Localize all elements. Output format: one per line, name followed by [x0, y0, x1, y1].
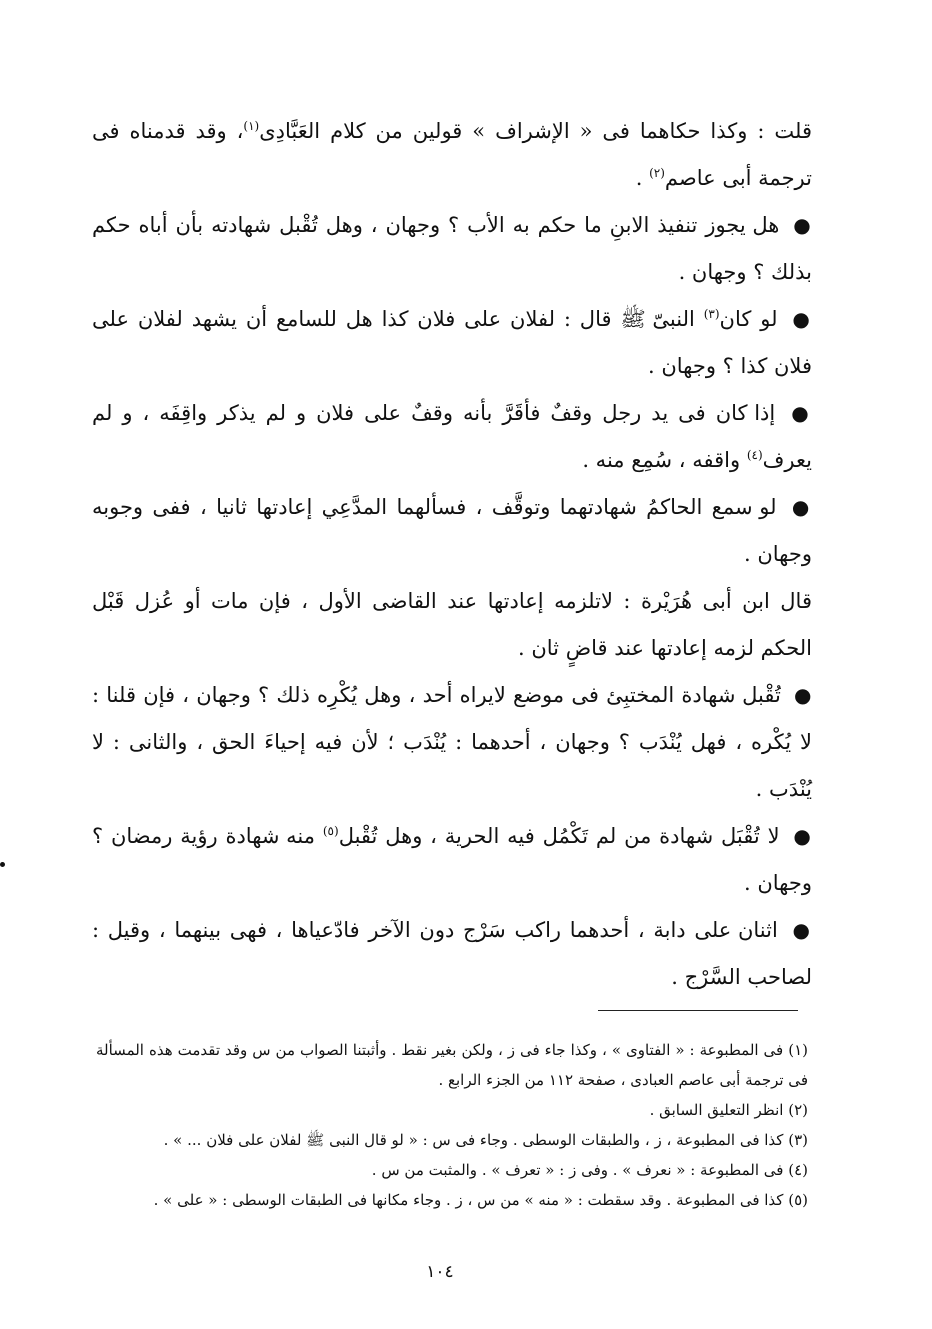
footnote-ref-5[interactable]: (٥) — [322, 824, 339, 838]
paragraph-7: ● تُقْبل شهادة المختبِئ فى موضع لايراه أحد ، وهل يُكْرِه ذلك ؟ وجهان ، فإن قلنا : لا يُكْره ، فهل يُنْدَب ؟ وجهان ، أحدهما : يُنْدَب ؛ لأن فيه إحياءَ الحق ، والثانى : لا يُنْدَب . — [92, 672, 812, 813]
footnote-ref-4[interactable]: (٤) — [746, 448, 763, 462]
footnote-ref-3[interactable]: (٣) — [703, 307, 720, 321]
paragraph-3: ● لو كان$^{(٣)}$ النبىّ ﷺ قال : لفلان على فلان كذا هل للسامع أن يشهد لفلان على فلان كذا ؟ وجهان . — [92, 296, 812, 390]
footnote-1: (١) فى المطبوعة : « الفتاوى » ، وكذا جاء فى ز ، ولكن بغير نقط . وأثبتنا الصواب من س وقد تقدمت هذه المسألة فى ترجمة أبى عاصم العبادى ، صفحة ١١٢ من الجزء الرابع . — [96, 1041, 808, 1089]
main-text — [92, 108, 812, 1001]
paragraph-2: ● هل يجوز تنفيذ الابنِ ما حكم به الأب ؟ وجهان ، وهل تُقْبل شهادته بأن أباه حكم بذلك ؟ وجهان . — [92, 202, 812, 296]
footnotes — [96, 1035, 808, 1215]
footnote-5: (٥) كذا فى المطبوعة . وقد سقطت : « منه » من س ، ز . وجاء مكانها فى الطبقات الوسطى : « على » . — [153, 1191, 808, 1209]
footnote-ref-1[interactable]: (١) — [243, 119, 260, 133]
footnote-4: (٤) فى المطبوعة : « نعرف » . وفى ز : « تعرف » . والمثبت من س . — [371, 1161, 808, 1179]
paragraph-9: ● اثنان على دابة ، أحدهما راكب سَرْج دون الآخر فادّعياها ، فهى بينهما ، وقيل : لصاحب السَّرْج . — [92, 907, 812, 1001]
paragraph-5: ● لو سمع الحاكمُ شهادتهما وتوقَّف ، فسألهما المدَّعِي إعادتها ثانيا ، ففى وجوبه وجهان . — [92, 484, 812, 578]
paragraph-1: قلت : وكذا حكاهما فى « الإشراف » قولين من كلام العَبَّادِى$^{(١)}$، وقد قدمناه فى ترجمة أبى عاصم$^{(٢)}$ . — [92, 119, 812, 190]
paragraph-6: قال ابن أبى هُرَيْرة : لاتلزمه إعادتها عند القاضى الأول ، فإن مات أو عُزل قَبْل الحكم لزمه إعادتها عند قاضٍ ثان . — [92, 589, 812, 660]
footnote-ref-2[interactable]: (٢) — [649, 166, 665, 180]
scan-mark — [0, 862, 5, 867]
paragraph-4: ● إذا كان فى يد رجل وقفٌ فأقَرَّ بأنه وقفٌ على فلان و لم يذكر واقِفَه ، و لم يعرف$^{(٤)}$ واقفه ، سُمِع منه . — [92, 390, 812, 484]
footnote-3: (٣) كذا فى المطبوعة ، ز ، والطبقات الوسطى . وجاء فى س : « لو قال النبى ﷺ لفلان على فلان ... » . — [163, 1131, 808, 1149]
page-number: ١٠٤ — [426, 1262, 454, 1282]
paragraph-8: ● لا تُقْبَل شهادة من لم تَكْمُل فيه الحرية ، وهل تُقْبل$^{(٥)}$ منه شهادة رؤية رمضان ؟ وجهان . — [92, 813, 812, 907]
footnote-divider — [598, 1010, 798, 1011]
footnote-2: (٢) انظر التعليق السابق . — [649, 1101, 808, 1119]
